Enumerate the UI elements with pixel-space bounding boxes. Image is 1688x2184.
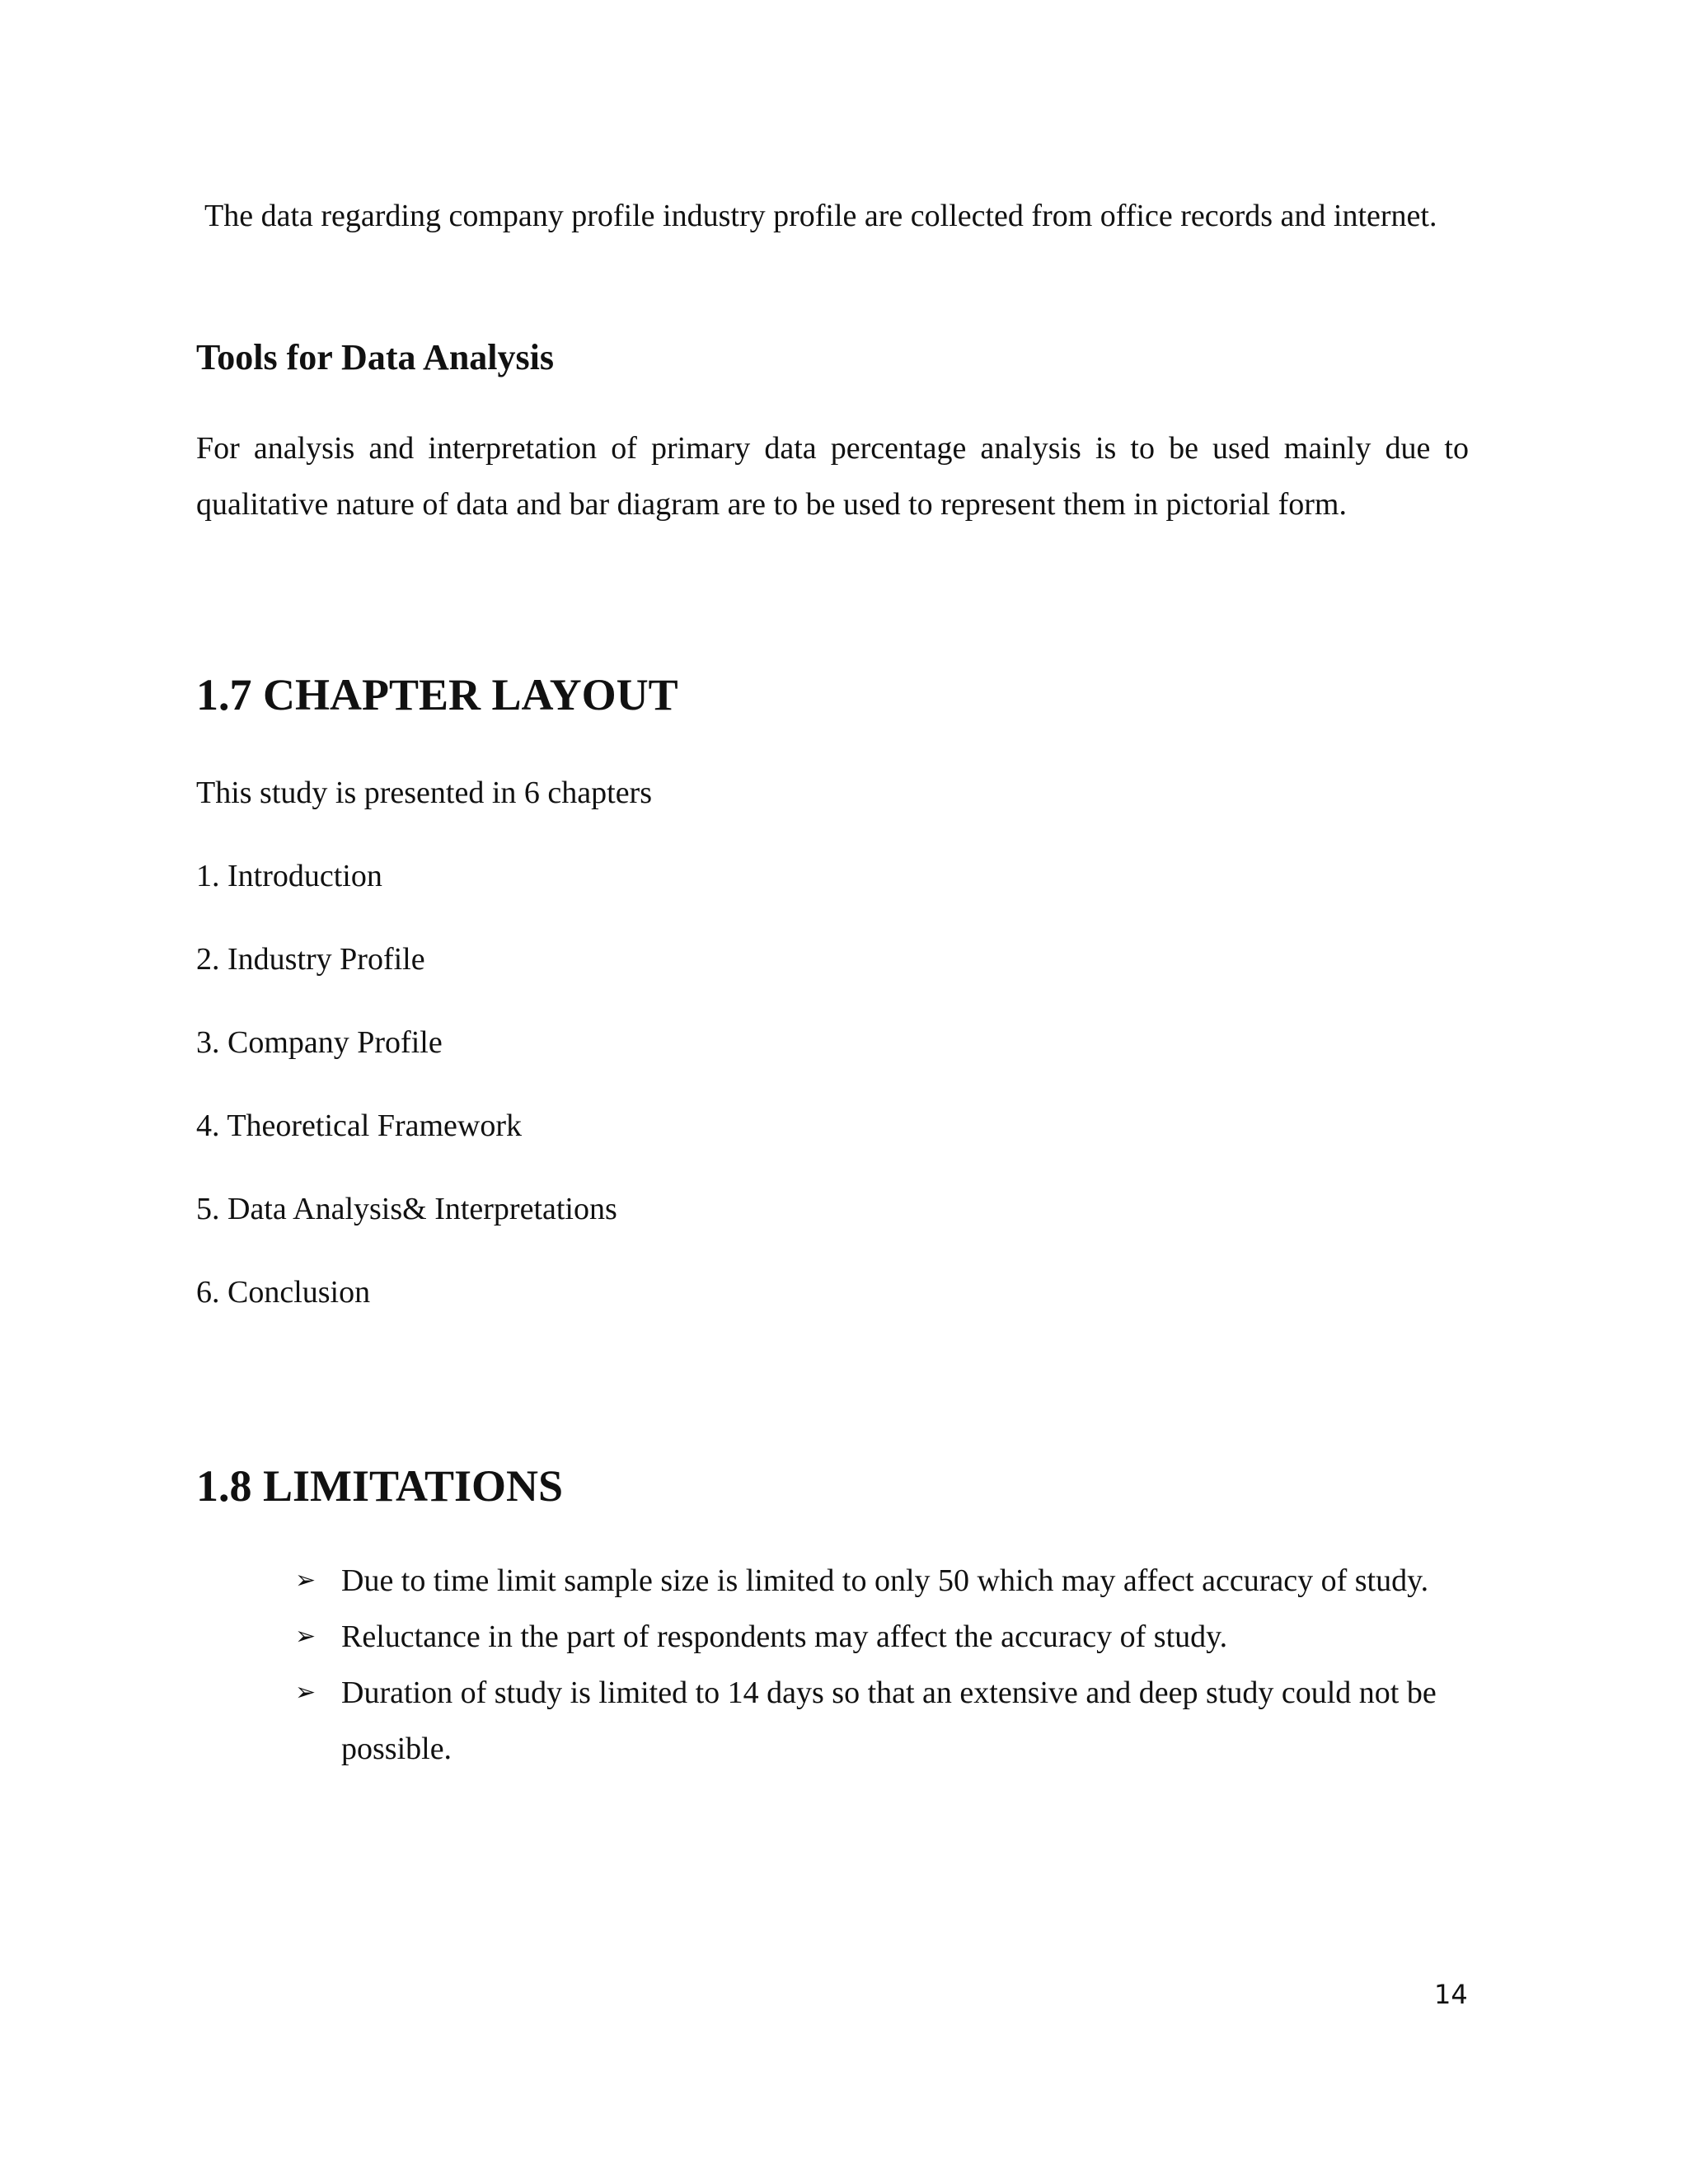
tools-paragraph: For analysis and interpretation of primary data percentage analysis is to be used mainly due to qualitative nature of data and bar diagram are to be used to represent them in pictorial form. xyxy=(196,431,1469,522)
chapter-list-item: 6. Conclusion xyxy=(196,1275,371,1310)
limitation-item xyxy=(295,1665,1449,1777)
chapter-list-item: 1. Introduction xyxy=(196,859,382,893)
limitation-item xyxy=(295,1553,1449,1609)
limitation-item xyxy=(295,1609,1449,1665)
chapter-list-item: 4. Theoretical Framework xyxy=(196,1108,522,1143)
chapter-list-item: 2. Industry Profile xyxy=(196,942,425,977)
intro-paragraph: The data regarding company profile industry profile are collected from office records and internet. xyxy=(204,199,1437,233)
arrowhead-bullet-icon: ➢ xyxy=(295,1566,316,1595)
chapter-list-item: 3. Company Profile xyxy=(196,1025,443,1060)
chapter-list-item: 5. Data Analysis& Interpretations xyxy=(196,1192,617,1226)
limitation-text: Due to time limit sample size is limited to only 50 which may affect accuracy of study. xyxy=(341,1563,1429,1598)
tools-heading: Tools for Data Analysis xyxy=(196,337,554,377)
chapter-layout-heading: 1.7 CHAPTER LAYOUT xyxy=(196,670,678,719)
chapter-layout-intro: This study is presented in 6 chapters xyxy=(196,776,653,810)
limitations-list xyxy=(295,1553,1449,1777)
limitations-heading: 1.8 LIMITATIONS xyxy=(196,1461,564,1511)
limitation-text: Duration of study is limited to 14 days so that an extensive and deep study could not be possible. xyxy=(341,1675,1437,1766)
page-number: 14 xyxy=(1434,1979,1468,2010)
limitation-text: Reluctance in the part of respondents may affect the accuracy of study. xyxy=(341,1619,1228,1654)
arrowhead-bullet-icon: ➢ xyxy=(295,1622,316,1651)
arrowhead-bullet-icon: ➢ xyxy=(295,1678,316,1707)
